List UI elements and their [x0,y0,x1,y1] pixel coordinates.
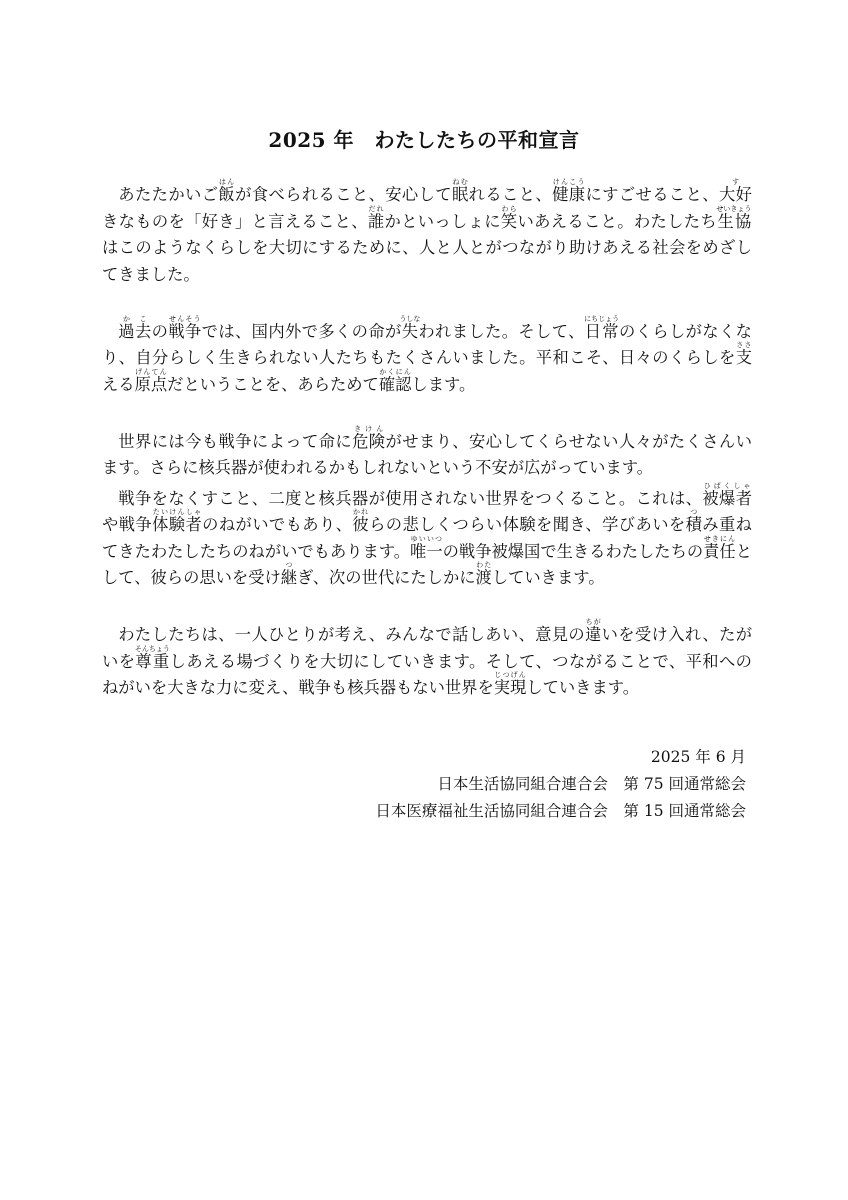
paragraph-gap [102,592,752,619]
furigana-word [585,618,602,644]
furigana-word [399,314,421,341]
kanji-base: 誰 [367,211,385,231]
text-run: み重ねてきたわたしたちのねがいでもあります。 [102,515,752,561]
issuer-jccu: 日本生活協同組合連合会 第 75 回通常総会 [437,775,746,793]
text-run: のねがいでもあり、 [202,515,353,534]
text-run: 世界には今も戦争によって命に [118,431,353,451]
furigana-reading: わら [500,204,518,213]
declaration-date: 2025 年 6 月 [650,748,746,766]
furigana-reading: けんこう [552,178,586,186]
paragraph [102,178,752,288]
furigana-reading: せきにん [703,534,736,543]
furigana-reading: わた [475,561,492,569]
furigana-reading: ねむ [451,178,469,186]
text-run: として、彼らの思いを受け [102,541,753,587]
text-run: かといっしょに [384,211,501,231]
kanji-base: 実現 [493,678,527,697]
paragraph-gap [102,398,752,425]
furigana-word [584,314,620,341]
text-run: します。 [411,374,476,394]
text-run: はこのようなくらしを大切にするために、人と人とがつながり助けあえる社会をめざしてきました。 [102,238,752,284]
furigana-word [493,671,527,697]
furigana-word [475,561,492,587]
furigana-word [735,341,752,367]
text-run: では、国内外で多くの命が [201,321,402,341]
text-run: の [151,321,169,341]
furigana-reading: ゆいいつ [410,534,443,543]
furigana-reading: だれ [367,204,385,213]
kanji-base: 原点 [134,374,168,394]
text-run: のくらしがなくなり、自分らしく生きられない人たちもたくさんいました。平和こそ、日々のくらしを [102,321,752,367]
furigana-reading: せいきょう [716,204,752,213]
furigana-reading: かこ [118,314,152,323]
furigana-word [410,534,443,561]
kanji-base: 生協 [716,211,752,231]
paragraph [102,315,752,399]
text-run: いあえること。わたしたち [517,211,717,231]
kanji-base: 継 [280,568,298,587]
text-run: れること、 [468,185,553,204]
kanji-base: 飯 [218,185,236,204]
kanji-base: 健康 [552,185,586,204]
furigana-word [685,508,703,534]
furigana-reading: かれ [352,508,369,516]
paragraph [102,618,752,702]
kanji-base: 日常 [584,321,620,341]
furigana-reading: ささ [735,341,752,349]
text-run: だということを、あらためて [167,374,379,394]
text-run: われました。そして、 [418,321,585,341]
furigana-word [702,481,752,508]
furigana-word [352,424,386,451]
furigana-reading: たいけんしゃ [152,508,202,516]
text-run: える [102,374,135,394]
furigana-reading: はん [218,178,235,186]
kanji-base: 眠 [451,185,469,204]
text-run: の戦争被爆国で生きるわたしたちの [442,541,704,561]
furigana-word [118,314,152,341]
kanji-base: 積 [685,515,703,534]
text-run: がせまり、安心してくらせない人々がたくさんいます。さらに核兵器が使われるかもしれないという不安が広がっています。 [102,431,752,477]
furigana-word [552,178,586,204]
kanji-base: 戦争 [168,321,202,341]
kanji-base: 渡 [475,568,492,587]
kanji-base: 体験者 [152,515,203,534]
kanji-base: 失 [399,321,421,341]
paragraph-gap [102,288,752,315]
issuer-hew-coop: 日本医療福祉生活協同組合連合会 第 15 回通常総会 [375,802,746,820]
page-title: 2025 年 わたしたちの平和宣言 [268,128,580,152]
declaration-body [102,178,752,702]
furigana-reading: うしな [399,314,421,323]
text-run: あたたかいご [118,185,219,204]
text-run: ぎ、次の世代にたしかに [297,568,476,587]
furigana-word [716,204,752,231]
kanji-base: 被爆者 [702,488,752,508]
furigana-word [451,178,469,204]
kanji-base: 尊重 [134,651,170,671]
kanji-base: 違 [585,625,602,644]
text-run: していきます。 [491,568,605,587]
text-run: にすごせること、 [585,185,719,204]
furigana-reading: かくにん [378,367,412,376]
furigana-reading: じつげん [493,671,527,679]
furigana-reading: にちじょう [584,314,620,323]
text-run: しあえる場づくりを大切にしていきます。そして、つながることで、平和へのねがいを大きな力に変え、戦争も核兵器もない世界を [102,651,752,697]
kanji-base: 危険 [352,431,386,451]
furigana-reading: つ [685,508,702,516]
furigana-word [168,314,202,341]
furigana-word [218,178,236,204]
furigana-word [352,508,370,534]
furigana-word [703,534,736,561]
text-run: きなものを「好き」と言えること、 [102,211,368,231]
furigana-word [134,367,168,394]
kanji-base: 唯一 [410,541,443,561]
text-run: や戦争 [102,515,153,534]
text-run: らの悲しくつらい体験を聞き、学びあいを [369,515,686,534]
furigana-word [367,204,385,231]
kanji-base: 支 [735,348,752,367]
furigana-word [500,204,518,231]
kanji-base: 笑 [500,211,518,231]
kanji-base: 大好 [718,185,752,204]
text-run: わたしたちは、一人ひとりが考え、みんなで話しあい、意見の [118,625,586,644]
kanji-base: 過去 [118,321,152,341]
paragraph [102,482,752,592]
furigana-word [280,561,298,587]
furigana-reading: す [718,178,752,186]
furigana-reading: ちが [585,618,602,626]
furigana-word [152,508,203,534]
furigana-word [134,644,170,671]
text-run: していきます。 [526,678,639,697]
text-run: が食べられること、安心して [235,185,452,204]
furigana-reading: せんそう [168,314,202,323]
furigana-reading: そんちょう [134,644,170,653]
text-run: いを受け入れ、たがいを [102,625,752,671]
kanji-base: 彼 [352,515,370,534]
furigana-reading: ひばくしゃ [702,481,752,490]
furigana-word [718,178,752,204]
signature-block [375,744,746,825]
text-run: 戦争をなくすこと、二度と核兵器が使用されない世界をつくること。これは、 [118,488,703,508]
furigana-word [378,367,412,394]
furigana-reading: げんてん [134,367,168,376]
kanji-base: 確認 [378,374,412,394]
furigana-reading: きけん [352,424,386,433]
furigana-reading: つ [280,561,298,569]
kanji-base: 責任 [703,541,736,561]
paragraph [102,425,752,482]
